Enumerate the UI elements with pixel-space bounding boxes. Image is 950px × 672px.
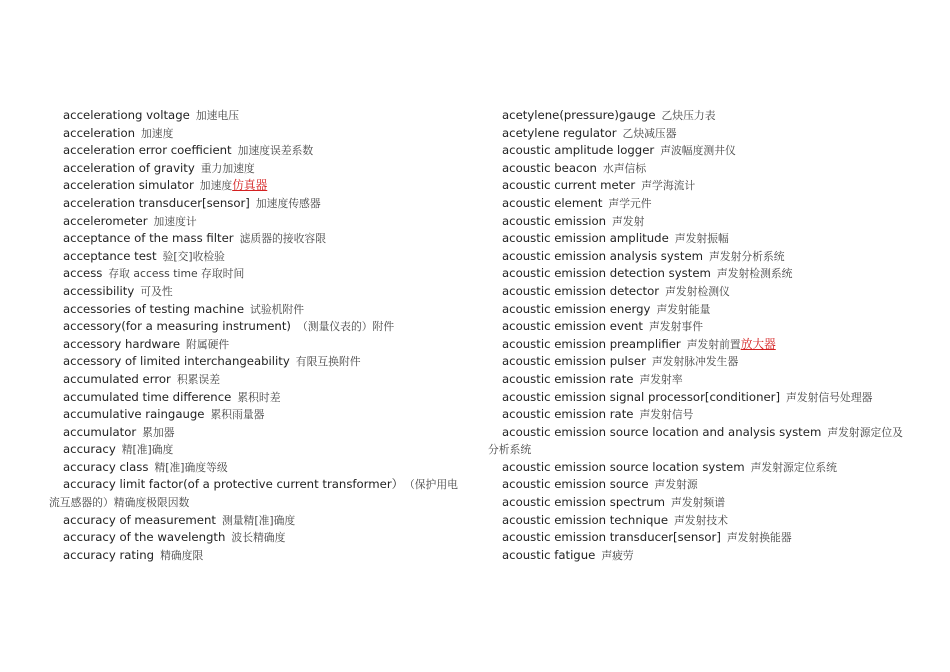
glossary-entry [49, 248, 467, 266]
term-english: access [63, 266, 103, 281]
term-chinese: （保护用电流互感器的）精确度极限因数 [49, 478, 458, 510]
term-english: acoustic emission event [502, 319, 644, 334]
term-chinese: 加速度误差系数 [237, 144, 314, 158]
glossary-entry [49, 283, 467, 301]
term-chinese: 声发射技术 [674, 513, 728, 527]
term-chinese: （测量仪表的）附件 [296, 320, 395, 334]
term-chinese: 试验机附件 [250, 302, 305, 316]
term-english: acetylene regulator [502, 125, 617, 140]
term-english: acoustic emission amplitude [502, 231, 669, 246]
term-english: acoustic emission preamplifier [502, 336, 681, 351]
glossary-entry [49, 265, 467, 283]
term-chinese: 累积雨量器 [210, 408, 265, 422]
glossary-entry [488, 476, 908, 494]
term-english: acoustic emission energy [502, 301, 651, 316]
glossary-entry [49, 547, 467, 565]
glossary-entry [488, 353, 908, 371]
glossary-entry [49, 160, 467, 178]
term-chinese: 声发射前置 [686, 337, 741, 351]
glossary-entry [488, 547, 908, 565]
glossary-column-right [488, 107, 908, 564]
term-english: acoustic emission analysis system [502, 248, 704, 263]
glossary-entry [488, 142, 908, 160]
term-chinese: 附属硬件 [186, 337, 230, 351]
glossary-entry [488, 265, 908, 283]
term-english: acceptance of the mass filter [63, 231, 234, 246]
term-english: accessory(for a measuring instrument) [63, 319, 291, 334]
glossary-entry [488, 529, 908, 547]
term-chinese: 声疲劳 [601, 548, 634, 562]
glossary-entry [488, 125, 908, 143]
term-chinese: 重力加速度 [200, 161, 255, 175]
term-english: accessory hardware [63, 336, 181, 351]
glossary-entry [49, 107, 467, 125]
glossary-entry [488, 406, 908, 424]
glossary-entry [488, 389, 908, 407]
term-english: acoustic fatigue [502, 547, 596, 562]
glossary-entry [488, 494, 908, 512]
glossary-entry [49, 353, 467, 371]
glossary-column-left [49, 107, 467, 564]
term-chinese: 声学海流计 [641, 179, 696, 193]
term-chinese: 积累误差 [176, 372, 221, 386]
glossary-entry [49, 318, 467, 336]
term-english: acceleration simulator [63, 178, 194, 193]
glossary-entry [49, 195, 467, 213]
term-chinese-highlight: 仿真器 [232, 178, 268, 193]
term-english: acoustic emission technique [502, 512, 669, 527]
term-english: acoustic emission [502, 213, 607, 228]
term-chinese: 声发射源定位系统 [750, 460, 837, 474]
term-english: acceleration transducer[sensor] [63, 195, 250, 210]
term-english: accelerometer [63, 213, 148, 228]
glossary-entry [49, 301, 467, 319]
term-english: accuracy [63, 442, 116, 457]
glossary-entry [49, 371, 467, 389]
term-chinese: 声发射脉冲发生器 [651, 355, 739, 369]
term-chinese: 加速电压 [195, 109, 239, 122]
glossary-entry [49, 125, 467, 143]
term-english: acoustic emission signal processor[conditioner] [502, 389, 781, 404]
term-chinese: 声发射率 [639, 372, 683, 386]
glossary-entry [488, 318, 908, 336]
term-chinese: 精[准]确度 [121, 443, 174, 457]
glossary-entry [488, 424, 908, 459]
term-chinese: 加速度计 [153, 214, 197, 228]
term-chinese: 加速度 [199, 179, 233, 193]
glossary-entry [488, 459, 908, 477]
term-chinese: 声发射 [612, 214, 645, 228]
term-english: acoustic emission source location and analysis system [502, 424, 822, 439]
term-chinese: 累积时差 [237, 390, 281, 404]
term-english: acoustic amplitude logger [502, 143, 655, 158]
glossary-entry [488, 283, 908, 301]
glossary-entry [49, 529, 467, 547]
term-chinese-highlight: 放大器 [740, 336, 776, 351]
term-english: acoustic beacon [502, 160, 597, 175]
term-english: accumulated error [63, 371, 171, 386]
term-english: accessibility [63, 283, 135, 298]
term-chinese: 声发射能量 [656, 302, 711, 316]
term-chinese: 声发射事件 [649, 320, 703, 334]
term-chinese: 声发射检测系统 [716, 267, 793, 281]
term-english: acceptance test [63, 248, 157, 263]
term-english: accelerationg voltage [63, 108, 190, 122]
glossary-entry [49, 406, 467, 424]
glossary-entry [49, 459, 467, 477]
term-chinese: 存取 access time 存取时间 [108, 267, 245, 281]
glossary-entry [488, 107, 908, 125]
term-english: acceleration of gravity [63, 160, 195, 175]
term-english: accumulator [63, 424, 137, 439]
term-english: acetylene(pressure)gauge [502, 108, 656, 122]
term-english: acceleration error coefficient [63, 143, 232, 158]
glossary-entry [49, 213, 467, 231]
glossary-entry [488, 248, 908, 266]
term-chinese: 声学元件 [608, 196, 652, 210]
term-english: accessory of limited interchangeability [63, 354, 290, 369]
term-english: accessories of testing machine [63, 301, 245, 316]
term-english: acoustic emission rate [502, 407, 634, 422]
term-chinese: 声发射检测仪 [665, 284, 730, 298]
glossary-entry [49, 177, 467, 195]
term-chinese: 加速度传感器 [255, 196, 321, 210]
term-chinese: 声发射频谱 [671, 496, 726, 510]
term-english: accumulative raingauge [63, 407, 205, 422]
term-chinese: 声波幅度测井仪 [660, 144, 736, 158]
term-english: acoustic emission detector [502, 283, 660, 298]
term-chinese: 精确度限 [160, 548, 204, 562]
term-chinese: 测量精[准]确度 [221, 513, 296, 527]
glossary-entry [49, 336, 467, 354]
term-chinese: 精[准]确度等级 [154, 460, 228, 474]
term-chinese: 声发射源定位及分析系统 [488, 425, 903, 457]
term-english: accuracy rating [63, 547, 155, 562]
term-chinese: 波长精确度 [231, 531, 286, 545]
glossary-entry [49, 476, 467, 511]
term-chinese: 声发射源 [654, 478, 698, 492]
term-chinese: 声发射信号 [639, 408, 694, 422]
glossary-entry [49, 389, 467, 407]
term-english: accuracy of measurement [63, 512, 216, 527]
term-chinese: 声发射信号处理器 [786, 390, 873, 404]
term-english: acceleration [63, 125, 135, 140]
term-chinese: 可及性 [140, 284, 173, 298]
glossary-entry [488, 160, 908, 178]
term-english: acoustic current meter [502, 178, 636, 193]
term-chinese: 声发射分析系统 [709, 249, 785, 263]
glossary-entry [488, 301, 908, 319]
glossary-entry [49, 512, 467, 530]
term-english: acoustic emission pulser [502, 354, 646, 369]
glossary-entry [488, 512, 908, 530]
term-chinese: 乙炔减压器 [622, 126, 677, 140]
term-english: acoustic emission source [502, 477, 649, 492]
glossary-entry [488, 336, 908, 354]
term-english: acoustic emission detection system [502, 266, 711, 281]
term-chinese: 验[交]收检验 [162, 249, 225, 263]
term-chinese: 滤质器的接收容限 [239, 232, 326, 246]
term-chinese: 有限互换附件 [295, 355, 361, 369]
glossary-entry [49, 142, 467, 160]
glossary-entry [49, 424, 467, 442]
term-english: acoustic emission spectrum [502, 495, 666, 510]
glossary-entry [488, 230, 908, 248]
term-chinese: 声发射换能器 [726, 531, 792, 545]
term-english: accuracy of the wavelength [63, 530, 226, 545]
term-english: accumulated time difference [63, 389, 232, 404]
glossary-entry [49, 230, 467, 248]
term-chinese: 累加器 [142, 425, 175, 439]
term-chinese: 声发射振幅 [674, 232, 729, 246]
glossary-entry [488, 195, 908, 213]
glossary-entry [49, 441, 467, 459]
term-english: acoustic emission source location system [502, 459, 745, 474]
term-english: accuracy class [63, 459, 149, 474]
term-chinese: 水声信标 [602, 161, 647, 175]
term-chinese: 乙炔压力表 [661, 109, 716, 122]
term-english: acoustic element [502, 195, 603, 210]
glossary-entry [488, 371, 908, 389]
glossary-entry [488, 213, 908, 231]
term-chinese: 加速度 [141, 126, 174, 140]
term-english: acoustic emission transducer[sensor] [502, 530, 721, 545]
term-english: accuracy limit factor(of a protective current transformer） [63, 477, 404, 492]
glossary-entry [488, 177, 908, 195]
term-english: acoustic emission rate [502, 371, 634, 386]
